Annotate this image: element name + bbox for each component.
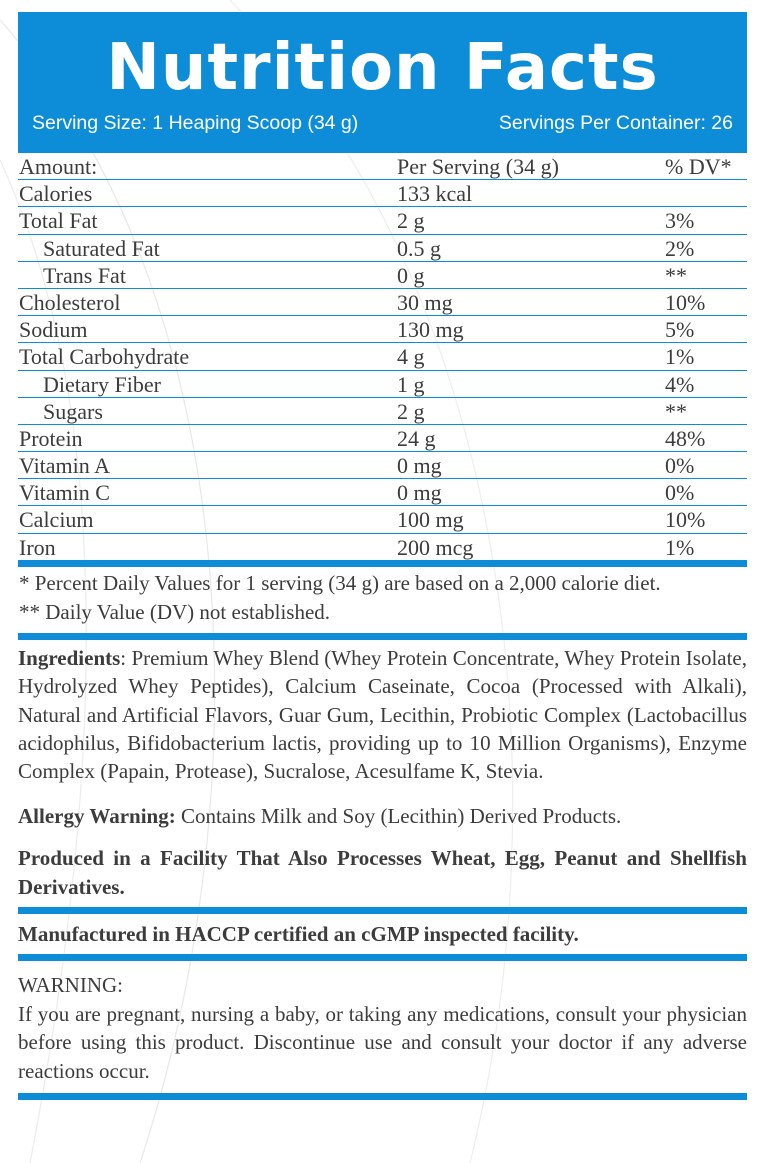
nutrient-name: Iron [19, 534, 56, 560]
table-row [18, 452, 747, 479]
serving-info [32, 112, 733, 135]
ingredients-label: Ingredients [18, 645, 121, 670]
nutrient-dv: 4% [665, 371, 695, 397]
table-header-row [18, 153, 747, 180]
col-amount-header: Amount: [19, 154, 98, 179]
nutrient-amount: 2 g [397, 208, 425, 234]
nutrient-dv: 1% [665, 344, 695, 370]
table-row [18, 180, 747, 207]
nutrient-dv: 2% [665, 235, 695, 261]
nutrient-amount: 0 mg [397, 453, 442, 479]
ingredients-text: : Premium Whey Blend (Whey Protein Concentrate, Whey Protein Isolate, Hydrolyzed Whey Peptides), Calcium Caseinate, Cocoa (Processed with Alkali), Natural and Artificial Flavors, Guar Gum, Lecithin, Probiotic Complex (Lactobacillus acidophilus, Bifidobacterium lactis, providing up to 10 Million Organisms), Enzyme Complex (Papain, Protease), Sucralose, Acesulfame K, Stevia. [18, 645, 747, 784]
nutrient-amount: 4 g [397, 344, 425, 370]
nutrient-amount: 200 mcg [397, 534, 474, 560]
nutrient-dv: ** [665, 262, 687, 288]
footnote-not-established: ** Daily Value (DV) not established. [19, 599, 331, 624]
nutrient-dv: 5% [665, 317, 695, 343]
divider-thick [18, 954, 747, 961]
nutrient-table [18, 153, 747, 560]
allergy-warning [18, 792, 747, 834]
table-row [18, 316, 747, 343]
nutrient-amount: 133 kcal [397, 181, 473, 207]
nutrient-amount: 100 mg [397, 507, 464, 533]
nutrient-dv: ** [665, 398, 687, 424]
nutrient-name: Cholesterol [19, 289, 121, 315]
dv-footnotes [18, 567, 747, 633]
divider-thick-bottom [18, 1093, 747, 1100]
nutrient-amount: 24 g [397, 425, 436, 451]
nutrient-dv: 0% [665, 480, 695, 506]
allergy-text: Contains Milk and Soy (Lecithin) Derived Products. [175, 803, 622, 828]
table-row [18, 506, 747, 533]
divider-thick [18, 560, 747, 567]
table-row [18, 425, 747, 452]
nutrient-amount: 2 g [397, 398, 425, 424]
nutrient-amount: 130 mg [397, 317, 464, 343]
serving-size: Serving Size: 1 Heaping Scoop (34 g) [32, 112, 359, 134]
allergy-label: Allergy Warning: [18, 803, 176, 828]
nutrient-name: Sodium [19, 317, 88, 343]
col-per-serving-header: Per Serving (34 g) [397, 154, 559, 179]
nutrient-dv: 0% [665, 453, 695, 479]
divider-thick [18, 907, 747, 914]
nutrient-amount: 1 g [397, 371, 425, 397]
warning-text: If you are pregnant, nursing a baby, or taking any medications, consult your physician before using this product. Discontinue use and consult your doctor if any adverse reactions occur. [18, 1001, 747, 1083]
warning-section [18, 961, 747, 1093]
nutrient-amount: 0 g [397, 262, 425, 288]
nutrient-name: Sugars [43, 398, 103, 424]
nutrient-name: Vitamin A [19, 453, 110, 479]
table-row [18, 289, 747, 316]
warning-label: WARNING: [18, 973, 123, 998]
label-header [18, 12, 747, 153]
nutrition-label [18, 12, 747, 1100]
table-row [18, 534, 747, 560]
table-row [18, 262, 747, 289]
nutrient-dv [665, 180, 747, 206]
table-row [18, 343, 747, 370]
table-row [18, 398, 747, 425]
nutrient-amount: 30 mg [397, 289, 453, 315]
nutrient-name: Calories [19, 181, 93, 207]
nutrient-dv: 3% [665, 208, 695, 234]
nutrient-name: Protein [19, 425, 83, 451]
table-row [18, 479, 747, 506]
table-row [18, 371, 747, 398]
nutrient-dv: 10% [665, 289, 706, 315]
table-row [18, 235, 747, 262]
nutrient-dv: 48% [665, 425, 706, 451]
nutrient-dv: 10% [665, 507, 706, 533]
nutrient-amount: 0 mg [397, 480, 442, 506]
nutrient-dv: 1% [665, 534, 695, 560]
nutrient-name: Trans Fat [43, 262, 126, 288]
ingredients-section [18, 640, 747, 792]
nutrient-name: Calcium [19, 507, 94, 533]
nutrient-name: Vitamin C [19, 480, 110, 506]
col-dv-header: % DV* [665, 154, 732, 179]
nutrient-amount: 0.5 g [397, 235, 441, 261]
nutrient-name: Total Fat [19, 208, 98, 234]
divider-thick [18, 633, 747, 640]
label-title: Nutrition Facts [106, 31, 659, 105]
table-row [18, 207, 747, 234]
manufacturing-statement: Manufactured in HACCP certified an cGMP inspected facility. [18, 922, 579, 947]
nutrient-name: Dietary Fiber [43, 371, 161, 397]
footnote-dv: * Percent Daily Values for 1 serving (34 g) are based on a 2,000 calorie diet. [19, 570, 661, 595]
servings-per-container: Servings Per Container: 26 [498, 112, 733, 134]
nutrient-name: Total Carbohydrate [19, 344, 190, 370]
nutrient-name: Saturated Fat [43, 235, 160, 261]
facility-statement: Produced in a Facility That Also Processes Wheat, Egg, Peanut and Shellfish Derivatives. [18, 846, 747, 899]
